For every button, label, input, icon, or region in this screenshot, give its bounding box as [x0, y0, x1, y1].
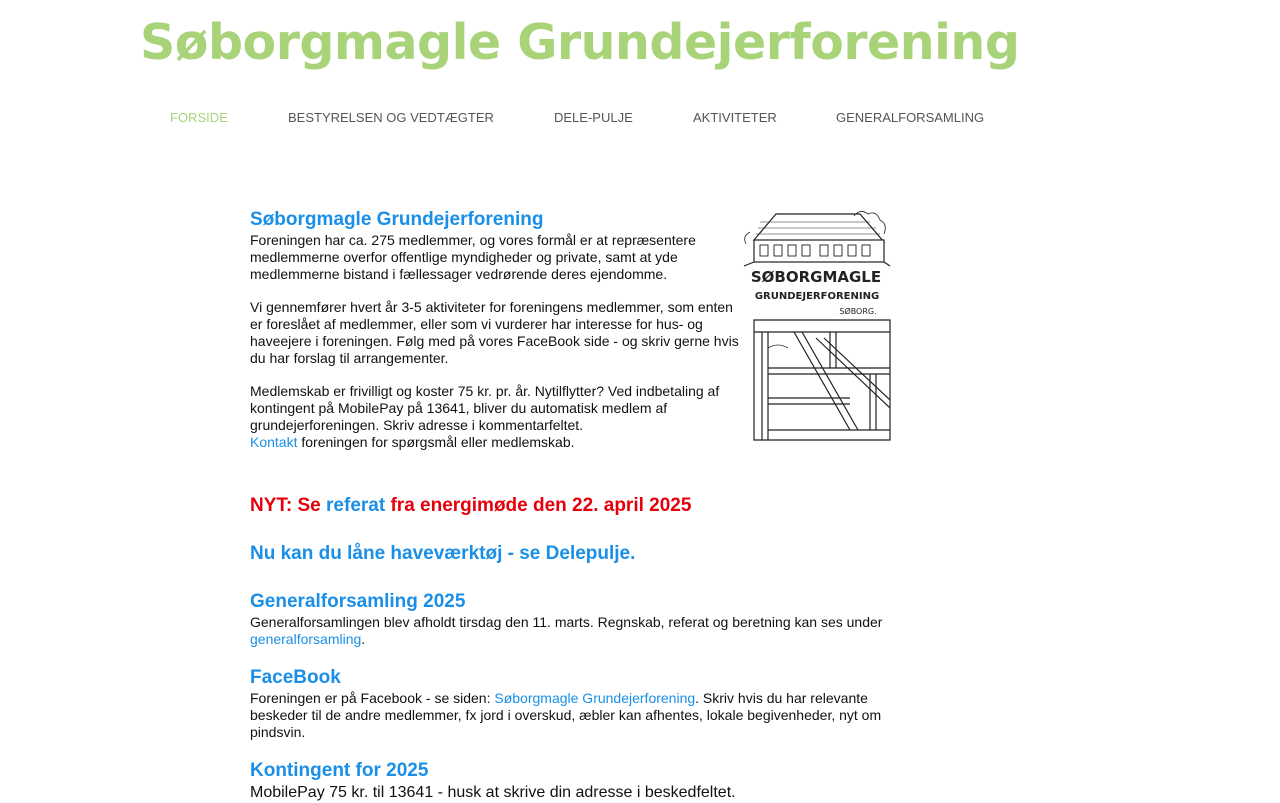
intro-text: [250, 232, 742, 451]
tools-heading: Nu kan du låne haveværktøj - se Delepulje.: [250, 543, 636, 564]
news-heading: [250, 494, 890, 518]
contact-link[interactable]: Kontakt: [250, 434, 298, 450]
logo-line-2: GRUNDEJERFORENING: [754, 291, 880, 302]
contact-text: foreningen for spørgsmål eller medlemskab.: [297, 434, 575, 450]
generalforsamling-section: [250, 590, 890, 648]
facebook-section: [250, 666, 890, 741]
association-logo: [740, 208, 892, 448]
nav-item-dele-pulje[interactable]: DELE-PULJE: [554, 110, 633, 125]
contact-line: [250, 434, 742, 451]
intro-heading: Søborgmagle Grundejerforening: [250, 209, 544, 230]
generalforsamling-heading: Generalforsamling 2025: [250, 591, 466, 612]
facebook-text: Foreningen er på Facebook - se siden: Søborgmagle Grundejerforening. Skriv hvis du har relevante beskeder til de andre medlemmer, fx jord i overskud, æbler kan afhentes, lokale begivenheder, nyt om pindsvin.: [250, 690, 882, 740]
news-prefix: NYT: Se: [250, 495, 327, 516]
kontingent-text: MobilePay 75 kr. til 13641 - husk at skrive din adresse i beskedfeltet.: [250, 784, 736, 801]
generalforsamling-text: Generalforsamlingen blev afholdt tirsdag den 11. marts. Regnskab, referat og beretning kan ses under generalforsamling.: [250, 614, 883, 647]
kontingent-section: [250, 759, 890, 803]
nav-item-aktiviteter[interactable]: AKTIVITETER: [693, 110, 777, 125]
logo-line-1: SØBORGMAGLE: [750, 268, 882, 286]
nav-item-bestyrelsen[interactable]: BESTYRELSEN OG VEDTÆGTER: [288, 110, 494, 125]
facebook-heading: FaceBook: [250, 667, 341, 688]
nav-item-forside[interactable]: FORSIDE: [170, 110, 228, 125]
intro-paragraph-3: Medlemskab er frivilligt og koster 75 kr. pr. år. Nytilflytter? Ved indbetaling af kontingent på MobilePay på 13641, bliver du automatisk medlem af grundejerforeningen. Skriv adresse i kommentarfeltet.: [250, 383, 720, 433]
generalforsamling-link[interactable]: generalforsamling: [250, 631, 362, 647]
street-map: [754, 320, 890, 440]
facebook-page-link[interactable]: Søborgmagle Grundejerforening: [494, 690, 696, 706]
site-title[interactable]: Søborgmagle Grundejerforening: [140, 14, 1020, 71]
intro-paragraph-1: Foreningen har ca. 275 medlemmer, og vores formål er at repræsentere medlemmerne overfor offentlige myndigheder og private, samt at yde medlemmerne bistand i fællessager vedrørende deres ejendomme.: [250, 232, 696, 282]
logo-line-3: SØBORG.: [839, 307, 877, 316]
intro-paragraph-2: Vi gennemfører hvert år 3-5 aktiviteter for foreningens medlemmer, som enten er foreslået af medlemmer, eller som vi vurderer har interesse for hus- og haveejere i foreningen. Følg med på vores FaceBook side - og skriv gerne hvis du har forslag til arrangementer.: [250, 299, 739, 366]
news-suffix: fra energimøde den 22. april 2025: [385, 495, 692, 516]
kontingent-heading: Kontingent for 2025: [250, 760, 429, 781]
referat-link[interactable]: referat: [326, 495, 386, 516]
nav-item-generalforsamling[interactable]: GENERALFORSAMLING: [836, 110, 985, 125]
logo-drawing: [740, 208, 892, 448]
